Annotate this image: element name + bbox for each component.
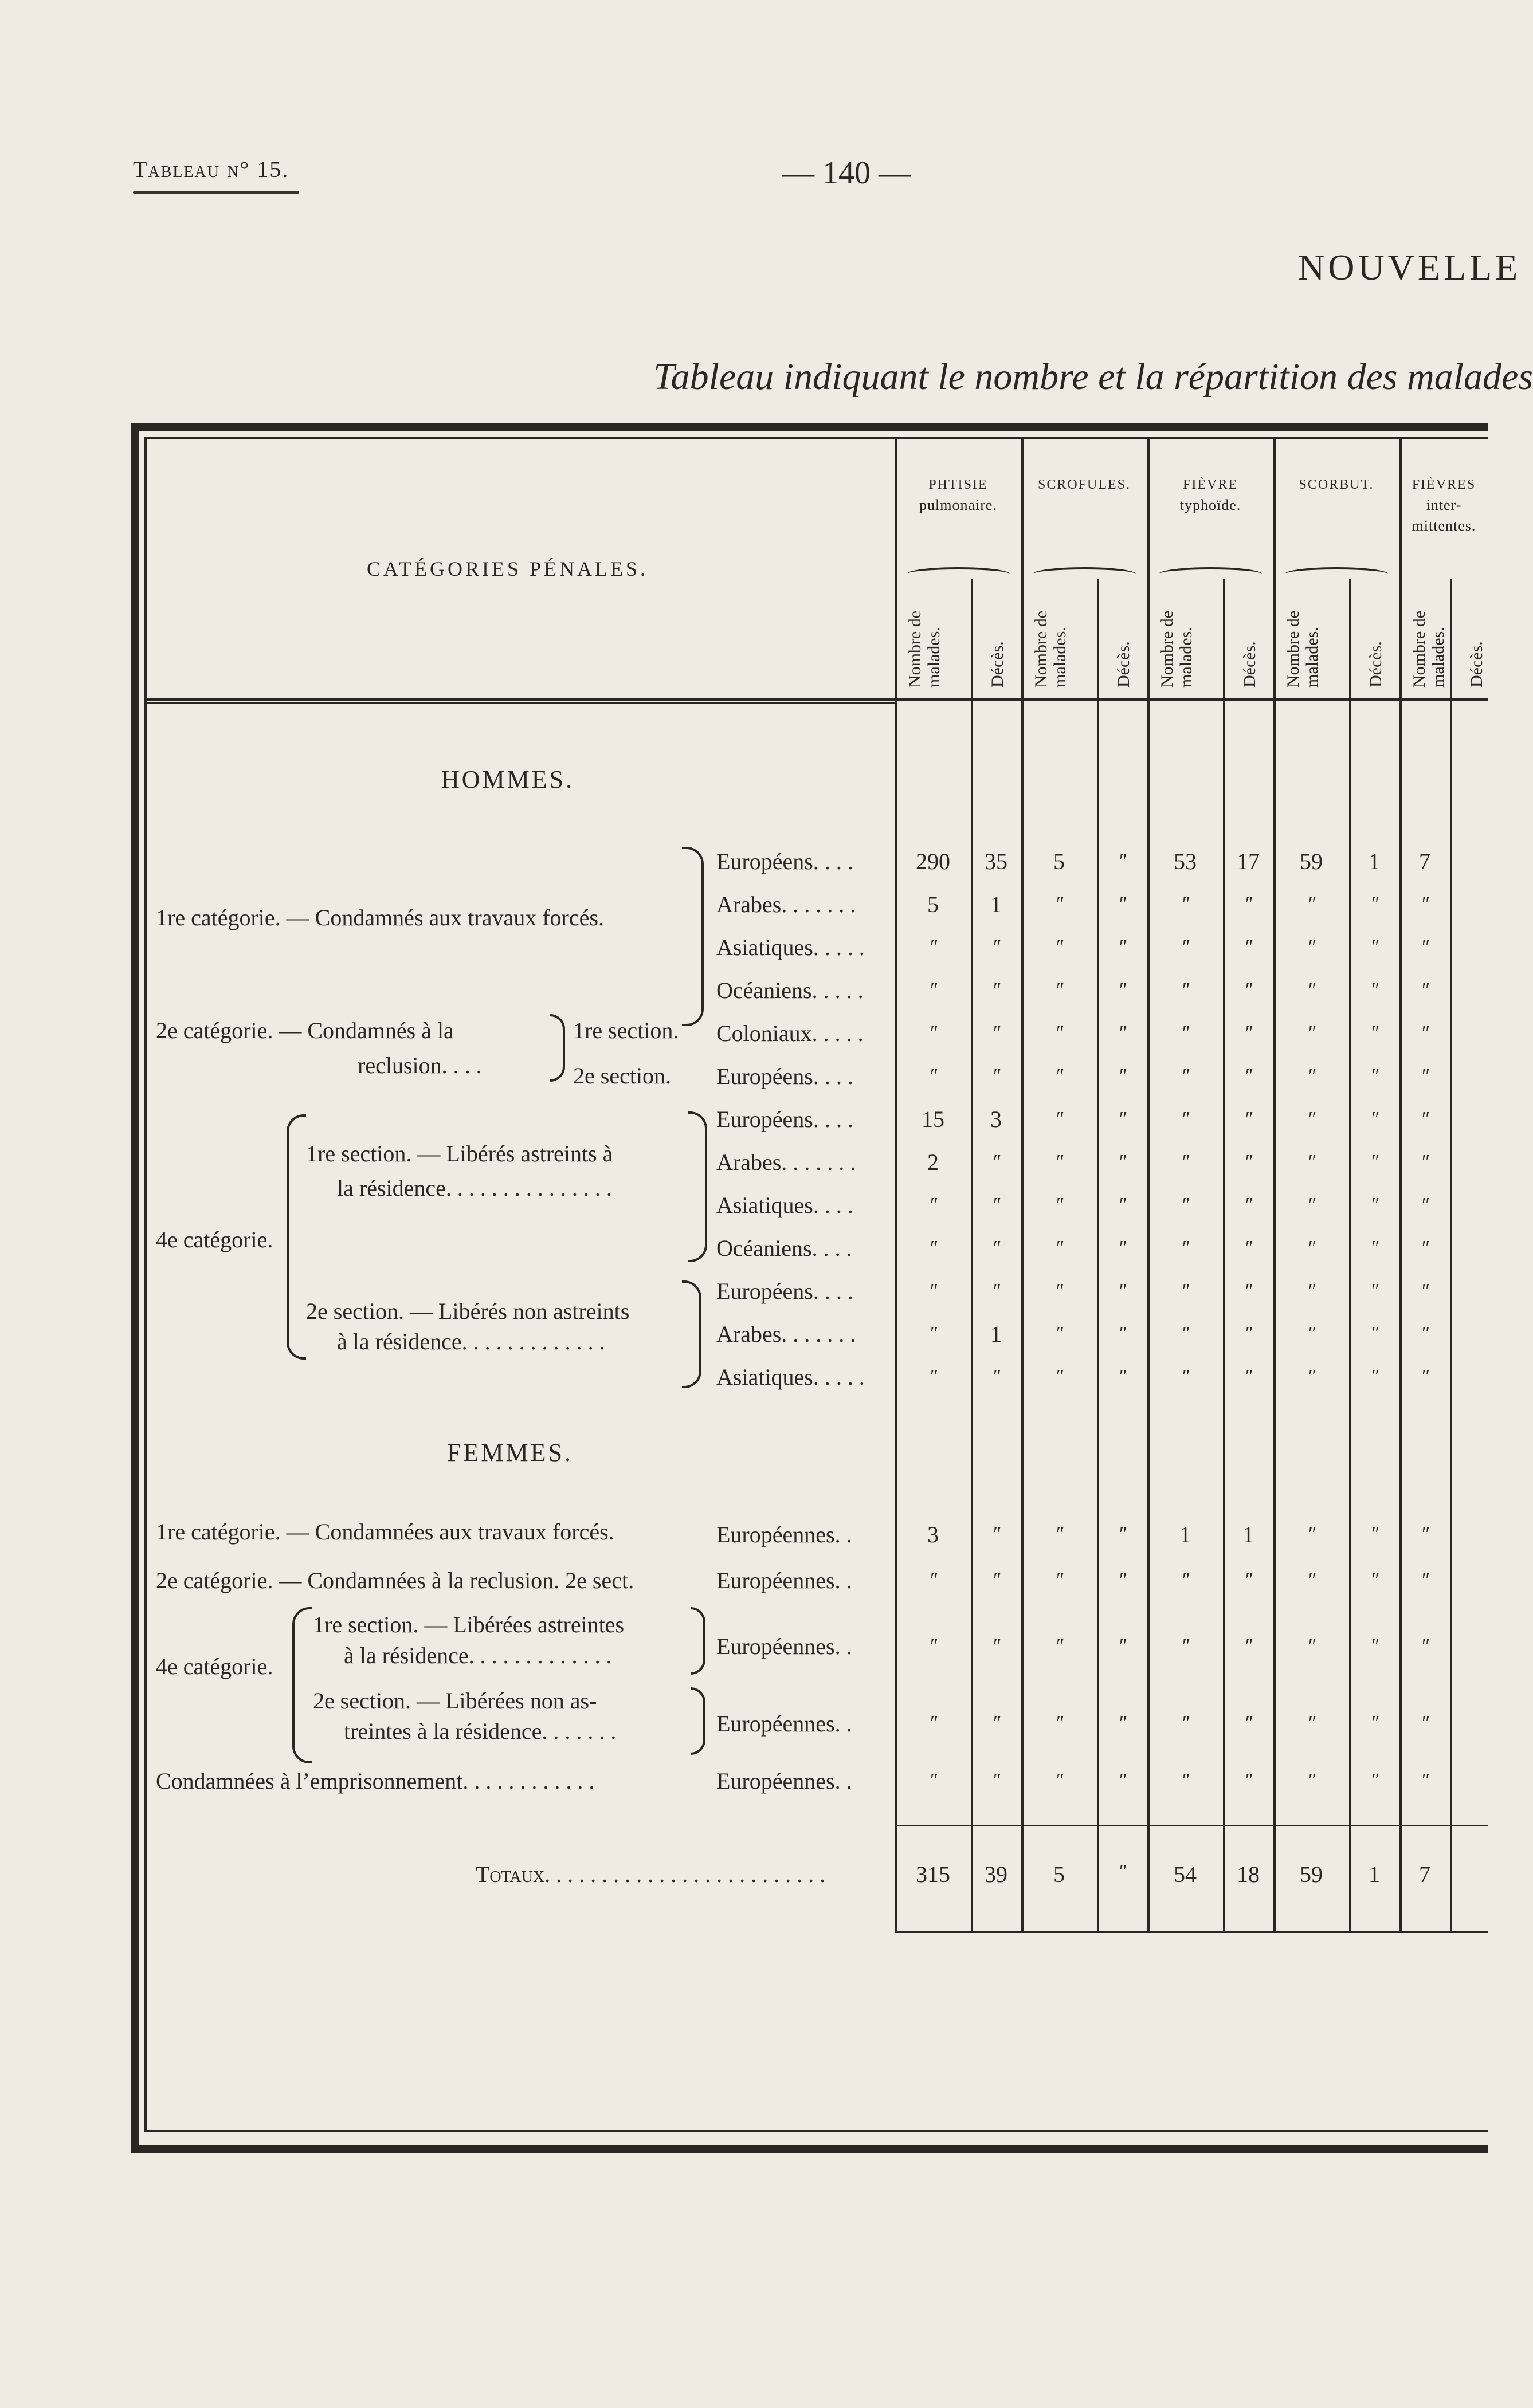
table-cell: ″ bbox=[1420, 1108, 1429, 1129]
table-cell: 2 bbox=[927, 1149, 939, 1175]
table-cell: ″ bbox=[991, 1635, 1001, 1656]
group-m-cat2a: 2e catégorie. — Condamnés à la bbox=[156, 1018, 454, 1043]
row-origin: Océaniens. . . . . bbox=[716, 977, 864, 1003]
table-cell: ″ bbox=[1420, 1194, 1429, 1215]
table-cell: ″ bbox=[1054, 1635, 1064, 1656]
table-cell: ″ bbox=[1054, 1194, 1064, 1215]
table-cell: ″ bbox=[1370, 1523, 1379, 1545]
table-cell: 1 bbox=[990, 891, 1002, 917]
row-origin: Européens. . . . bbox=[716, 1063, 853, 1089]
table-cell: ″ bbox=[1370, 1770, 1379, 1791]
group-m-cat4-s1a: 1re section. — Libérés astreints à bbox=[306, 1141, 613, 1166]
table-cell: ″ bbox=[1118, 1635, 1127, 1656]
column-header bbox=[1147, 476, 1273, 516]
brace-m-cat2 bbox=[550, 1014, 565, 1082]
table-cell: ″ bbox=[1370, 1108, 1379, 1129]
table-cell: ″ bbox=[1054, 1280, 1064, 1301]
table-cell: ″ bbox=[1420, 1569, 1429, 1590]
table-bottom-rule bbox=[895, 1931, 1488, 1933]
column-group-bracket bbox=[1033, 567, 1136, 581]
table-cell: ″ bbox=[1181, 1194, 1190, 1215]
table-cell: 5 bbox=[927, 891, 939, 917]
group-f-cat4-s2b: treintes à la résidence. . . . . . . bbox=[344, 1718, 617, 1744]
table-cell: ″ bbox=[1370, 1635, 1379, 1656]
table-cell: ″ bbox=[928, 1237, 938, 1258]
column-header-name: FIÈVRE bbox=[1183, 477, 1238, 492]
table-cell: ″ bbox=[1370, 1280, 1379, 1301]
table-cell: ″ bbox=[991, 1151, 1001, 1172]
table-cell: ″ bbox=[1420, 1366, 1429, 1387]
underline-ornament bbox=[133, 191, 299, 194]
table-cell: ″ bbox=[1420, 1323, 1429, 1344]
table-cell: ″ bbox=[1244, 1108, 1253, 1129]
table-cell: ″ bbox=[1370, 1194, 1379, 1215]
row-origin: Européennes. . bbox=[716, 1711, 852, 1737]
table-cell: 35 bbox=[985, 849, 1007, 874]
totals-cell: 1 bbox=[1369, 1861, 1380, 1887]
table-cell: ″ bbox=[928, 1635, 938, 1656]
table-cell: ″ bbox=[1118, 936, 1127, 957]
row-origin: Asiatiques. . . . . bbox=[716, 934, 865, 960]
table-cell: ″ bbox=[1307, 1323, 1316, 1344]
section-women: FEMMES. bbox=[447, 1439, 573, 1467]
table-cell: ″ bbox=[1370, 1022, 1379, 1043]
table-cell: 53 bbox=[1174, 849, 1197, 874]
table-cell: ″ bbox=[1244, 1569, 1253, 1590]
table-cell: ″ bbox=[1118, 1770, 1127, 1791]
table-cell: ″ bbox=[1420, 1770, 1429, 1791]
column-rule bbox=[1021, 437, 1024, 1932]
header-bottom-rule bbox=[144, 698, 1488, 701]
table-cell: 7 bbox=[1419, 849, 1430, 874]
table-cell: ″ bbox=[991, 1280, 1001, 1301]
table-cell: ″ bbox=[1244, 1280, 1253, 1301]
column-header-name2: typhoïde. bbox=[1179, 496, 1241, 513]
table-cell: ″ bbox=[1054, 1151, 1064, 1172]
table-cell: ″ bbox=[1307, 1569, 1316, 1590]
table-cell: ″ bbox=[928, 1770, 938, 1791]
subheader-deaths: Décès. bbox=[1240, 641, 1259, 688]
table-cell: ″ bbox=[1420, 1712, 1429, 1734]
table-cell: ″ bbox=[1181, 893, 1190, 914]
group-m-cat4-s2b: à la résidence. . . . . . . . . . . . . bbox=[337, 1329, 605, 1354]
table-cell: ″ bbox=[1370, 1366, 1379, 1387]
table-cell: ″ bbox=[1054, 1366, 1064, 1387]
totals-cell: ″ bbox=[1118, 1861, 1127, 1882]
table-cell: ″ bbox=[1181, 1635, 1190, 1656]
table-cell: ″ bbox=[1370, 1569, 1379, 1590]
brace-m-cat4-s2 bbox=[682, 1280, 701, 1388]
table-cell: ″ bbox=[1307, 1366, 1316, 1387]
subheader-cases: Nombre de malades. bbox=[1032, 610, 1069, 688]
table-cell: 1 bbox=[1179, 1522, 1191, 1547]
table-cell: ″ bbox=[1370, 1712, 1379, 1734]
subheader-deaths: Décès. bbox=[1467, 641, 1486, 688]
column-group-bracket bbox=[907, 567, 1010, 581]
table-cell: ″ bbox=[1118, 1108, 1127, 1129]
brace-f-cat4-s2 bbox=[691, 1687, 705, 1755]
table-cell: ″ bbox=[1181, 1108, 1190, 1129]
table-cell: ″ bbox=[928, 1712, 938, 1734]
group-m-cat4-s2a: 2e section. — Libérés non astreints bbox=[306, 1298, 630, 1324]
table-cell: ″ bbox=[1118, 1323, 1127, 1344]
table-cell: ″ bbox=[1244, 1712, 1253, 1734]
table-cell: 1 bbox=[1242, 1522, 1254, 1547]
subheader-cases: Nombre de malades. bbox=[1284, 610, 1322, 688]
table-cell: ″ bbox=[1370, 936, 1379, 957]
row-origin: Européens. . . . bbox=[716, 1106, 853, 1132]
table-cell: ″ bbox=[1244, 1366, 1253, 1387]
column-rule bbox=[1273, 437, 1276, 1932]
table-cell: ″ bbox=[928, 1065, 938, 1086]
row-origin: Européennes. . bbox=[716, 1522, 852, 1547]
table-cell: ″ bbox=[1370, 1237, 1379, 1258]
table-cell: ″ bbox=[1420, 1022, 1429, 1043]
table-cell: ″ bbox=[1244, 1237, 1253, 1258]
subheader-deaths: Décès. bbox=[1366, 641, 1385, 688]
table-cell: ″ bbox=[1054, 1569, 1064, 1590]
table-cell: ″ bbox=[1244, 936, 1253, 957]
table-cell: ″ bbox=[1420, 1237, 1429, 1258]
totals-cell: 59 bbox=[1300, 1861, 1323, 1887]
group-m-cat1: 1re catégorie. — Condamnés aux travaux forcés. bbox=[156, 905, 604, 930]
column-header-name: FIÈVRES bbox=[1412, 477, 1476, 492]
stub-header: CATÉGORIES PÉNALES. bbox=[367, 557, 649, 580]
table-cell: ″ bbox=[1307, 1022, 1316, 1043]
group-f-cat4: 4e catégorie. bbox=[156, 1653, 273, 1679]
table-cell: ″ bbox=[928, 1022, 938, 1043]
table-cell: ″ bbox=[1420, 1523, 1429, 1545]
table-cell: ″ bbox=[1181, 1151, 1190, 1172]
table-cell: ″ bbox=[1118, 893, 1127, 914]
table-cell: ″ bbox=[1054, 1712, 1064, 1734]
table-cell: ″ bbox=[1054, 979, 1064, 1000]
totals-label: Totaux. . . . . . . . . . . . . . . . . . . . . . . . . bbox=[476, 1861, 826, 1887]
table-cell: ″ bbox=[991, 979, 1001, 1000]
table-cell: ″ bbox=[1420, 979, 1429, 1000]
totals-rule bbox=[895, 1825, 1488, 1826]
table-cell: ″ bbox=[1181, 1237, 1190, 1258]
brace-m-cat1 bbox=[682, 847, 704, 1026]
table-cell: ″ bbox=[1307, 1280, 1316, 1301]
table-cell: ″ bbox=[1118, 1366, 1127, 1387]
group-f-cat4-s1b: à la résidence. . . . . . . . . . . . . bbox=[344, 1643, 612, 1668]
subheader-deaths: Décès. bbox=[988, 641, 1007, 688]
table-cell: 15 bbox=[922, 1106, 944, 1132]
table-cell: ″ bbox=[1244, 1022, 1253, 1043]
table-cell: ″ bbox=[1420, 1635, 1429, 1656]
column-group-bracket bbox=[1159, 567, 1262, 581]
table-cell: ″ bbox=[1307, 936, 1316, 957]
table-cell: ″ bbox=[991, 1770, 1001, 1791]
row-origin: Océaniens. . . . bbox=[716, 1235, 852, 1261]
row-origin: Arabes. . . . . . . bbox=[716, 1321, 856, 1347]
table-cell: ″ bbox=[991, 1194, 1001, 1215]
table-cell: ″ bbox=[1181, 1065, 1190, 1086]
table-cell: ″ bbox=[991, 1712, 1001, 1734]
table-cell: ″ bbox=[1054, 1770, 1064, 1791]
row-origin: Européens. . . . bbox=[716, 1278, 853, 1304]
column-header-name2: pulmonaire. bbox=[919, 496, 997, 513]
table-cell: ″ bbox=[1054, 1323, 1064, 1344]
totals-cell: 54 bbox=[1174, 1861, 1197, 1887]
table-cell: ″ bbox=[1118, 1151, 1127, 1172]
table-cell: ″ bbox=[1307, 1194, 1316, 1215]
table-cell: ″ bbox=[1307, 1712, 1316, 1734]
row-origin: Arabes. . . . . . . bbox=[716, 1149, 856, 1175]
table-cell: ″ bbox=[1181, 1280, 1190, 1301]
row-origin: Asiatiques. . . . . bbox=[716, 1364, 865, 1390]
table-cell: ″ bbox=[1244, 1194, 1253, 1215]
table-cell: ″ bbox=[1118, 1569, 1127, 1590]
table-cell: ″ bbox=[991, 936, 1001, 957]
group-f-cat4-s2a: 2e section. — Libérées non as- bbox=[313, 1688, 597, 1714]
table-cell: ″ bbox=[928, 1280, 938, 1301]
table-cell: ″ bbox=[1244, 1635, 1253, 1656]
group-m-cat2-s1: 1re section. bbox=[573, 1018, 679, 1043]
subheader-cases: Nombre de malades. bbox=[1158, 610, 1195, 688]
table-cell: ″ bbox=[1118, 1712, 1127, 1734]
table-cell: ″ bbox=[1370, 979, 1379, 1000]
table-cell: ″ bbox=[1420, 1280, 1429, 1301]
table-cell: ″ bbox=[1307, 979, 1316, 1000]
table-cell: ″ bbox=[1370, 1151, 1379, 1172]
column-rule bbox=[895, 437, 897, 1932]
table-cell: ″ bbox=[991, 1237, 1001, 1258]
column-header bbox=[895, 476, 1021, 516]
table-cell: ″ bbox=[1054, 1237, 1064, 1258]
table-cell: ″ bbox=[1054, 1108, 1064, 1129]
table-subtitle: Tableau indiquant le nombre et la répartition des malades bbox=[653, 356, 1533, 398]
group-m-cat2-s2: 2e section. bbox=[573, 1063, 672, 1089]
table-cell: ″ bbox=[1307, 893, 1316, 914]
table-cell: ″ bbox=[1244, 1323, 1253, 1344]
table-cell: ″ bbox=[1420, 1151, 1429, 1172]
table-cell: ″ bbox=[1181, 1323, 1190, 1344]
table-cell: ″ bbox=[928, 979, 938, 1000]
group-m-cat4: 4e catégorie. bbox=[156, 1227, 273, 1252]
table-cell: ″ bbox=[1370, 1323, 1379, 1344]
table-cell: ″ bbox=[1181, 1366, 1190, 1387]
table-cell: ″ bbox=[1054, 1022, 1064, 1043]
brace-f-cat4 bbox=[292, 1607, 312, 1763]
column-group-bracket bbox=[1285, 567, 1388, 581]
table-cell: ″ bbox=[1181, 1712, 1190, 1734]
group-f-cat4-s1a: 1re section. — Libérées astreintes bbox=[313, 1612, 625, 1637]
brace-m-cat4-s1 bbox=[688, 1111, 707, 1262]
table-cell: ″ bbox=[1181, 1022, 1190, 1043]
table-cell: ″ bbox=[1054, 936, 1064, 957]
header-bottom-rule-thin bbox=[144, 702, 895, 704]
table-cell: 3 bbox=[927, 1522, 939, 1547]
column-header bbox=[1273, 476, 1399, 495]
group-m-cat2b: reclusion. . . . bbox=[358, 1052, 482, 1078]
table-cell: 17 bbox=[1237, 849, 1260, 874]
table-cell: ″ bbox=[1118, 1280, 1127, 1301]
table-cell: 59 bbox=[1300, 849, 1323, 874]
row-origin: Européennes. . bbox=[716, 1633, 852, 1659]
section-men: HOMMES. bbox=[441, 765, 575, 793]
table-cell: ″ bbox=[991, 1569, 1001, 1590]
totals-cell: 7 bbox=[1419, 1861, 1430, 1887]
table-cell: ″ bbox=[1244, 1770, 1253, 1791]
table-cell: ″ bbox=[1420, 893, 1429, 914]
table-cell: ″ bbox=[991, 1366, 1001, 1387]
table-cell: ″ bbox=[1118, 1194, 1127, 1215]
table-cell: ″ bbox=[928, 1366, 938, 1387]
table-cell: ″ bbox=[1244, 979, 1253, 1000]
column-header-name: PHTISIE bbox=[928, 477, 988, 492]
table-cell: 3 bbox=[990, 1106, 1002, 1132]
table-cell: ″ bbox=[1244, 1151, 1253, 1172]
group-f-cat1: 1re catégorie. — Condamnées aux travaux forcés. bbox=[156, 1519, 614, 1545]
table-cell: ″ bbox=[1307, 1770, 1316, 1791]
table-cell: ″ bbox=[1118, 850, 1127, 871]
column-header bbox=[1399, 476, 1488, 536]
table-cell: ″ bbox=[1118, 1523, 1127, 1545]
subheader-cases: Nombre de malades. bbox=[1410, 610, 1448, 688]
row-origin: Arabes. . . . . . . bbox=[716, 891, 856, 917]
table-cell: ″ bbox=[1118, 1065, 1127, 1086]
totals-cell: 18 bbox=[1237, 1861, 1260, 1887]
table-cell: ″ bbox=[1244, 893, 1253, 914]
running-title: NOUVELLE bbox=[1298, 247, 1522, 288]
table-cell: ″ bbox=[928, 1194, 938, 1215]
table-cell: ″ bbox=[1244, 1065, 1253, 1086]
subheader-cases: Nombre de malades. bbox=[905, 610, 943, 688]
column-rule bbox=[1450, 579, 1452, 1932]
column-header-name2: inter-mittentes. bbox=[1412, 496, 1476, 534]
table-cell: ″ bbox=[1307, 1635, 1316, 1656]
table-cell: ″ bbox=[928, 1323, 938, 1344]
group-f-cat2: 2e catégorie. — Condamnées à la reclusion. 2e sect. bbox=[156, 1568, 634, 1593]
table-cell: ″ bbox=[928, 936, 938, 957]
table-cell: ″ bbox=[991, 1022, 1001, 1043]
totals-cell: 5 bbox=[1053, 1861, 1065, 1887]
table-cell: ″ bbox=[1307, 1523, 1316, 1545]
table-cell: ″ bbox=[1307, 1108, 1316, 1129]
table-cell: ″ bbox=[991, 1523, 1001, 1545]
table-cell: ″ bbox=[1181, 1569, 1190, 1590]
table-cell: ″ bbox=[1420, 936, 1429, 957]
table-cell: ″ bbox=[1054, 1065, 1064, 1086]
totals-cell: 39 bbox=[985, 1861, 1007, 1887]
table-cell: 1 bbox=[990, 1321, 1002, 1347]
table-cell: ″ bbox=[1118, 1022, 1127, 1043]
page-number: — 140 — bbox=[782, 155, 911, 191]
totals-cell: 315 bbox=[916, 1861, 950, 1887]
table-cell: ″ bbox=[1054, 893, 1064, 914]
column-rule bbox=[1147, 437, 1150, 1932]
subheader-deaths: Décès. bbox=[1114, 641, 1133, 688]
row-origin: Asiatiques. . . . bbox=[716, 1192, 853, 1218]
row-origin: Européennes. . bbox=[716, 1768, 852, 1794]
row-origin: Européennes. . bbox=[716, 1568, 852, 1593]
table-cell: ″ bbox=[1420, 1065, 1429, 1086]
column-rule bbox=[1399, 437, 1402, 1932]
group-m-cat4-s1b: la résidence. . . . . . . . . . . . . . . bbox=[337, 1175, 612, 1201]
column-header-name: SCROFULES. bbox=[1037, 477, 1131, 492]
table-cell: 1 bbox=[1369, 849, 1380, 874]
row-origin: Coloniaux. . . . . bbox=[716, 1020, 864, 1046]
group-f-prison: Condamnées à l’emprisonnement. . . . . . . . . . . . bbox=[156, 1768, 595, 1794]
table-cell: ″ bbox=[1181, 1770, 1190, 1791]
brace-m-cat4 bbox=[287, 1114, 306, 1360]
table-number: Tableau n° 15. bbox=[133, 156, 289, 182]
brace-f-cat4-s1 bbox=[691, 1607, 705, 1675]
row-origin: Européens. . . . bbox=[716, 849, 853, 874]
table-cell: 290 bbox=[916, 849, 950, 874]
table-cell: ″ bbox=[1370, 1065, 1379, 1086]
table-cell: ″ bbox=[928, 1569, 938, 1590]
table-cell: ″ bbox=[1181, 936, 1190, 957]
table-cell: ″ bbox=[1181, 979, 1190, 1000]
table-cell: ″ bbox=[1370, 893, 1379, 914]
table-cell: ″ bbox=[1118, 979, 1127, 1000]
table-cell: ″ bbox=[1307, 1065, 1316, 1086]
table-cell: ″ bbox=[1307, 1237, 1316, 1258]
table-cell: ″ bbox=[1118, 1237, 1127, 1258]
column-header bbox=[1021, 476, 1147, 495]
table-cell: ″ bbox=[1054, 1523, 1064, 1545]
column-header-name: SCORBUT. bbox=[1299, 477, 1374, 492]
table-cell: ″ bbox=[991, 1065, 1001, 1086]
table-cell: 5 bbox=[1053, 849, 1065, 874]
table-cell: ″ bbox=[1307, 1151, 1316, 1172]
